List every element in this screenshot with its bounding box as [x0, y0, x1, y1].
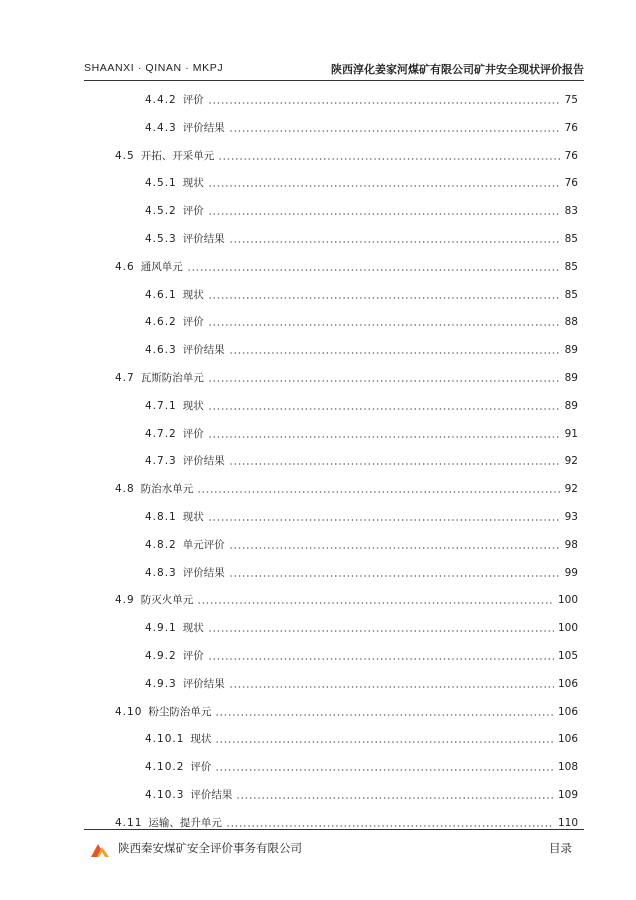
toc-entry-title: 评价: [182, 205, 204, 218]
toc-entry-page: 89: [564, 344, 578, 357]
header-rule: [84, 80, 584, 81]
toc-entry[interactable]: [115, 476, 578, 496]
toc-entry-number: 4.10: [115, 705, 143, 718]
toc-entry[interactable]: [115, 587, 578, 607]
header-report-title: 陕西淳化姜家河煤矿有限公司矿井安全现状评价报告: [331, 63, 584, 76]
toc-dot-leader: [208, 206, 561, 216]
toc-entry-number: 4.4.3: [145, 121, 177, 134]
toc-dot-leader: [208, 317, 561, 327]
toc-entry-page: 105: [557, 650, 578, 662]
mountain-logo-icon: [90, 840, 110, 858]
toc-entry[interactable]: [115, 810, 578, 830]
toc-entry[interactable]: [115, 365, 578, 385]
toc-entry-number: 4.4.2: [145, 94, 177, 106]
toc-entry-title: 瓦斯防治单元: [140, 372, 204, 384]
toc-dot-leader: [187, 262, 561, 272]
toc-entry-number: 4.10.2: [145, 761, 185, 774]
toc-entry-page: 85: [564, 288, 578, 301]
toc-entry-number: 4.11: [115, 816, 143, 829]
toc-entry-page: 98: [564, 538, 578, 551]
toc-entry-number: 4.9: [115, 594, 135, 607]
toc-entry[interactable]: [145, 115, 578, 135]
toc-dot-leader: [229, 234, 561, 244]
toc-dot-leader: [236, 790, 554, 800]
toc-entry-number: 4.5.2: [145, 205, 177, 218]
toc-entry-title: 评价结果: [182, 455, 225, 468]
toc-entry-page: 75: [564, 94, 578, 106]
toc-entry-number: 4.9.1: [145, 622, 177, 635]
toc-dot-leader: [208, 651, 554, 661]
toc-entry-page: 85: [564, 260, 578, 273]
toc-dot-leader: [229, 679, 554, 689]
toc-entry[interactable]: [145, 337, 578, 357]
toc-entry-number: 4.6.2: [145, 316, 177, 329]
toc-entry-title: 粉尘防治单元: [148, 705, 212, 718]
toc-entry-number: 4.6.3: [145, 344, 177, 357]
toc-entry-number: 4.9.2: [145, 650, 177, 662]
toc-entry-title: 防治水单元: [140, 483, 194, 496]
toc-entry[interactable]: [145, 226, 578, 246]
toc-entry[interactable]: [145, 560, 578, 580]
toc-entry-page: 106: [557, 677, 578, 690]
toc-entry-number: 4.8: [115, 483, 135, 496]
toc-entry-title: 评价结果: [182, 344, 225, 357]
toc-entry-title: 评价结果: [182, 677, 225, 690]
toc-entry-title: 评价: [182, 650, 204, 662]
toc-entry-number: 4.5.3: [145, 233, 177, 245]
toc-entry-page: 93: [564, 511, 578, 523]
toc-entry[interactable]: [145, 393, 578, 413]
toc-entry-page: 100: [557, 622, 578, 635]
toc-dot-leader: [218, 151, 560, 161]
toc-dot-leader: [215, 734, 554, 744]
toc-dot-leader: [197, 484, 560, 494]
toc-dot-leader: [229, 123, 561, 133]
toc-entry[interactable]: [145, 282, 578, 302]
toc-entry-number: 4.5.1: [145, 177, 177, 190]
toc-entry-number: 4.9.3: [145, 677, 177, 690]
toc-dot-leader: [229, 456, 561, 466]
toc-dot-leader: [208, 95, 561, 105]
toc-entry-page: 91: [564, 427, 578, 440]
toc-dot-leader: [215, 707, 554, 717]
toc-entry-page: 100: [557, 594, 578, 607]
toc-entry-page: 109: [557, 789, 578, 801]
toc-dot-leader: [226, 818, 554, 828]
toc-entry-title: 评价结果: [190, 789, 233, 801]
toc-entry-title: 评价: [182, 316, 204, 329]
toc-entry-title: 现状: [182, 288, 204, 301]
toc-entry-page: 106: [557, 705, 578, 718]
toc-entry-page: 99: [564, 566, 578, 579]
toc-dot-leader: [208, 373, 561, 383]
toc-entry[interactable]: [115, 143, 578, 163]
toc-entry-title: 评价结果: [182, 233, 225, 245]
toc-entry-number: 4.6: [115, 260, 135, 273]
toc-entry-page: 76: [564, 121, 578, 134]
toc-dot-leader: [229, 540, 561, 550]
toc-dot-leader: [208, 429, 561, 439]
footer-company-name: 陕西秦安煤矿安全评价事务有限公司: [118, 841, 302, 855]
toc-entry-number: 4.7.2: [145, 427, 177, 440]
toc-entry-number: 4.8.1: [145, 511, 177, 523]
toc-entry-page: 76: [564, 177, 578, 190]
toc-entry-title: 评价: [182, 427, 204, 440]
toc-entry-title: 现状: [182, 399, 204, 412]
toc-entry-page: 110: [557, 816, 578, 829]
toc-entry-number: 4.8.3: [145, 566, 177, 579]
toc-entry-page: 85: [564, 233, 578, 245]
toc-entry-page: 88: [564, 316, 578, 329]
toc-dot-leader: [229, 345, 561, 355]
toc-entry-title: 运输、提升单元: [148, 816, 222, 829]
toc-entry-page: 92: [564, 483, 578, 496]
toc-entry[interactable]: [145, 448, 578, 468]
toc-entry[interactable]: [145, 615, 578, 635]
toc-entry-title: 现状: [182, 622, 204, 635]
toc-entry-title: 开拓、开采单元: [140, 149, 215, 162]
toc-entry-title: 评价结果: [182, 566, 225, 579]
toc-entry-number: 4.6.1: [145, 288, 177, 301]
toc-entry-title: 现状: [190, 733, 212, 746]
toc-entry-title: 防灭火单元: [140, 594, 194, 607]
toc-dot-leader: [208, 178, 561, 188]
toc-entry[interactable]: [145, 532, 578, 552]
toc-dot-leader: [208, 512, 561, 522]
toc-entry-title: 通风单元: [140, 260, 183, 273]
toc-dot-leader: [229, 568, 561, 578]
toc-entry-number: 4.8.2: [145, 538, 177, 551]
toc-entry-number: 4.7.3: [145, 455, 177, 468]
header-code: SHAANXI · QINAN · MKPJ: [84, 62, 224, 74]
toc-entry-page: 106: [557, 733, 578, 746]
toc-entry-number: 4.5: [115, 149, 135, 162]
toc-entry-title: 现状: [182, 511, 204, 523]
toc-entry[interactable]: [145, 87, 578, 107]
toc-entry-title: 单元评价: [182, 538, 225, 551]
toc-dot-leader: [215, 762, 554, 772]
toc-entry[interactable]: [145, 643, 578, 663]
toc-dot-leader: [197, 595, 554, 605]
page-header: [84, 58, 584, 80]
toc-entry-page: 92: [564, 455, 578, 468]
toc-entry-title: 评价: [182, 94, 204, 106]
toc-entry-number: 4.7.1: [145, 399, 177, 412]
toc-entry[interactable]: [115, 254, 578, 274]
toc-entry[interactable]: [115, 699, 578, 719]
toc-entry[interactable]: [145, 170, 578, 190]
footer-section-label: 目录: [549, 841, 572, 855]
toc-dot-leader: [208, 290, 561, 300]
toc-entry[interactable]: [145, 504, 578, 524]
toc-entry-title: 现状: [182, 177, 204, 190]
toc-entry-number: 4.10.3: [145, 789, 185, 801]
toc-entry-page: 89: [564, 399, 578, 412]
toc-entry-title: 评价: [190, 761, 212, 774]
toc-entry-title: 评价结果: [182, 121, 225, 134]
footer-rule: [84, 829, 584, 830]
toc-entry[interactable]: [145, 726, 578, 746]
toc-entry-number: 4.7: [115, 372, 135, 384]
toc-entry[interactable]: [145, 421, 578, 441]
toc-entry[interactable]: [145, 782, 578, 802]
toc-entry[interactable]: [145, 754, 578, 774]
toc-entry-number: 4.10.1: [145, 733, 185, 746]
toc-entry-page: 83: [564, 205, 578, 218]
toc-entry[interactable]: [145, 671, 578, 691]
toc-entry[interactable]: [145, 309, 578, 329]
toc-dot-leader: [208, 401, 561, 411]
toc-entry[interactable]: [145, 198, 578, 218]
toc-entry-page: 76: [564, 149, 578, 162]
toc-entry-page: 108: [557, 761, 578, 774]
toc-entry-page: 89: [564, 372, 578, 384]
toc-dot-leader: [208, 623, 554, 633]
